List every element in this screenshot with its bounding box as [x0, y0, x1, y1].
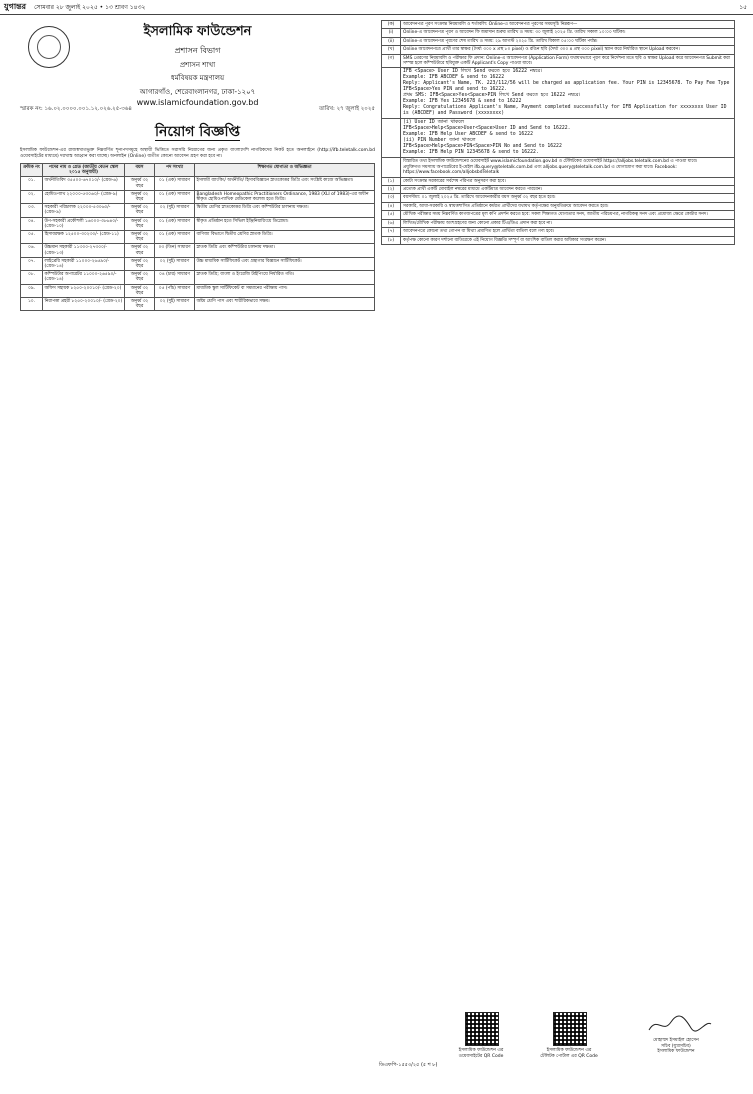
cell-age: অনূর্ধ্ব ৩২ বছর [125, 244, 155, 257]
contact-info: প্রযুক্তিগত সমস্যায় অপারেটরের ই-মেইল ifb.query@teletalk.com.bd এবং alljobs.query@teletalk.com.bd এ যোগাযোগ করা যাবে। Facebook: https://www.facebook.com/alljobsbdTeletalk [403, 164, 677, 176]
list-item [382, 54, 735, 68]
cell-serial: ০৮. [21, 271, 43, 284]
notice-footer [381, 1010, 735, 1080]
item-number: (৬) [382, 219, 401, 227]
cell-age: অনূর্ধ্ব ৩২ বছর [125, 298, 155, 311]
cell-qualification: স্বীকৃত প্রতিষ্ঠান হতে সিভিল ইঞ্জিনিয়ারিংয়ে ডিপ্লোমা। [195, 217, 375, 230]
cell-qualification: অষ্টম শ্রেণি পাস এবং শারীরিকভাবে সক্ষম। [195, 298, 375, 311]
item-number: (গ) [382, 54, 401, 68]
notice-header [20, 22, 375, 107]
cell-age: অনূর্ধ্ব ৩২ বছর [125, 284, 155, 297]
masthead [0, 0, 753, 15]
website-info: বিস্তারিত তথ্য ইসলামিক ফাউন্ডেশনের ওয়েবসাইট www.islamicfoundation.gov.bd ও টেলিটকের ওয়েবসাইট https://alljobs.teletalk.com.bd এ পাওয়া যাবে। [403, 159, 698, 165]
cell-age: অনূর্ধ্ব ৩২ বছর [125, 177, 155, 190]
cell-count: ০১ (এক) সাধারণ [155, 217, 195, 230]
cell-post: অফিস সহায়ক ৮২৫০-২০০১০/- (গ্রেড-২০) [43, 284, 125, 297]
dfp-code: ডিএফপি-১৫৫৩/২৫ (৫ শ ৮) [379, 1062, 438, 1068]
item-number: (৩) [382, 194, 401, 202]
cell-qualification: উচ্চ মাধ্যমিক সার্টিফিকেট এবং গ্রন্থাগার বিজ্ঞানে সার্টিফিকেট। [195, 257, 375, 270]
table-row [21, 298, 375, 311]
cell-count: ০২ (দুই) সাধারণ [155, 257, 195, 270]
list-item [382, 21, 735, 29]
list-item [382, 46, 735, 54]
table-header-row [21, 164, 375, 177]
sms-line: Reply: Congratulations Applicant's Name, Payment completed successfully for IFB Application for xxxxxxxx User ID is (ABCDEF) and Password (xxxxxxxx) [403, 105, 727, 117]
table-row [21, 190, 375, 203]
cell-post: হিসাবরক্ষক ১২৫০০-৩০২৩০/- (গ্রেড-১১) [43, 231, 125, 244]
table-row [21, 244, 375, 257]
cell-serial: ০৩. [21, 204, 43, 217]
sms-line: IFB <Space> User ID লিখে Send করতে হবে 16222 নম্বরে। [403, 69, 542, 75]
list-item [382, 68, 735, 119]
list-item [382, 219, 735, 227]
notice-date: তারিখ: ২৭ জুলাই ২০২৫ [319, 106, 375, 112]
left-column [20, 20, 375, 311]
item-text: আবেদনপত্রে কোনো তথ্য গোপন বা মিথ্যা প্রমাণিত হলে প্রার্থিতা বাতিল বলে গণ্য হবে। [401, 228, 735, 236]
cell-count: ০১ (এক) সাধারণ [155, 231, 195, 244]
cell-serial: ০৯. [21, 284, 43, 297]
item-text: Online-এ আবেদনপত্র পূরণের শেষ তারিখ ও সময়: ২৯ আগস্ট ২০২৫ খ্রি. তারিখ বিকাল ০৫:০০ ঘটিকা পর্যন্ত। [401, 37, 735, 45]
col-age: বয়স [125, 164, 155, 177]
item-number: (৪) [382, 202, 401, 210]
cell-count: ০৩ (তিন) সাধারণ [155, 244, 195, 257]
item-text: লিখিত/মৌখিক পরীক্ষায় অংশগ্রহণের জন্য কোনো প্রকার টিএ/ডিএ প্রদান করা হবে না। [401, 219, 735, 227]
cell-age: অনূর্ধ্ব ৩২ বছর [125, 257, 155, 270]
cell-qualification: স্নাতক ডিগ্রি এবং কম্পিউটার চালনায় দক্ষতা। [195, 244, 375, 257]
help-line: (ii) PIN Number জানা থাকলে [403, 138, 476, 144]
signatory-name: মোহাম্মদ ইসমাইল হোসেন [653, 1038, 699, 1043]
cell-qualification: বাণিজ্য বিভাগে দ্বিতীয় শ্রেণির স্নাতক ডিগ্রি। [195, 231, 375, 244]
help-line: Example: IFB Help User ABCDEF & send to 16222 [403, 132, 533, 138]
item-number: (খ) [382, 46, 401, 54]
cell-age: অনূর্ধ্ব ৩২ বছর [125, 217, 155, 230]
signatory-block [631, 1038, 721, 1055]
cell-age: অনূর্ধ্ব ৩২ বছর [125, 190, 155, 203]
cell-qualification: ইসলামী ব্যাংকিং/ অর্থনীতি/ হিসাববিজ্ঞানে স্নাতকোত্তর ডিগ্রি এবং সংশ্লিষ্ট কাজে অভিজ্ঞতা। [195, 177, 375, 190]
cell-count: ০২ (দুই) সাধারণ [155, 204, 195, 217]
cell-serial: ০১. [21, 177, 43, 190]
help-line: Example: IFB Help PIN 12345678 & send to 16222. [403, 150, 539, 156]
list-item [382, 177, 735, 185]
table-row [21, 177, 375, 190]
cell-count: ০১ (এক) সাধারণ [155, 190, 195, 203]
cell-serial: ১০. [21, 298, 43, 311]
sms-line: Example: IFB ABCDEF & send to 16222 [403, 75, 505, 81]
item-text: Online আবেদনপত্রে প্রার্থী তার স্বাক্ষর (দৈর্ঘ্য ৩০০ x প্রস্থ ৮০ pixel) ও রঙিন ছবি (দৈর্ঘ্য ৩০০ x প্রস্থ ৩০০ pixel) স্ক্যান করে নির্ধারিত স্থানে Upload করবেন। [401, 46, 735, 54]
cell-count: ০২ (দুই) সাধারণ [155, 298, 195, 311]
list-item [382, 186, 735, 194]
list-item [382, 119, 735, 158]
org-website: www.islamicfoundation.gov.bd [136, 98, 259, 107]
item-text: কোটা সংক্রান্ত সরকারের সর্বশেষ পরিপত্র অনুসরণ করা হবে। [401, 177, 735, 185]
instructions-body [382, 21, 735, 68]
item-text: SMS প্রেরণের নিয়মাবলি ও পরীক্ষার ফি প্রদান: Online-এ আবেদনপত্র (Application Form) যথাযথভাবে পূরণ করে নির্দেশনা মতে ছবি ও স্বাক্ষর Upload করে আবেদনপত্র Submit করা সম্পন্ন হলে কম্পিউটারে ছবিযুক্ত একটি Applicant's Copy পাওয়া যাবে। [401, 54, 735, 68]
cell-post: হোমিওপ্যাথ ২২০০০-৫৩০৬০/- (গ্রেড-৯) [43, 190, 125, 203]
item-number: (২) [382, 186, 401, 194]
reference-row [20, 106, 375, 114]
cell-post: উপ-সহকারী প্রকৌশলী ১৬০০০-৩৮৬৪০/- (গ্রেড-১০) [43, 217, 125, 230]
cell-count: ০৪ (চার) সাধারণ [155, 271, 195, 284]
cell-post: উচ্চমান সহকারী ১১৩০০-২৭৩০০/- (গ্রেড-১৩) [43, 244, 125, 257]
table-row [21, 257, 375, 270]
org-address: আগারগাঁও, শেরেবাংলানগর, ঢাকা-১২০৭ [139, 88, 256, 96]
notice-title: নিয়োগ বিজ্ঞপ্তি [154, 124, 241, 140]
col-count: পদ সংখ্যা [155, 164, 195, 177]
item-text: আবেদনপত্র পূরণ সংক্রান্ত নিয়মাবলি ও শর্তাবলি: Online-এ আবেদনপত্র পূরণের সময়সূচি নিম্নরূপ— [401, 21, 735, 29]
table-row [21, 217, 375, 230]
masthead-date: সোমবার ২৮ জুলাই ২০২৫ • ১৩ শ্রাবণ ১৪৩২ [34, 3, 146, 11]
reference-number: স্মারক নং: ১৬.০২.০০০০.০০১.১২.০২৬.২৫-৩৬৪ [20, 106, 132, 112]
cell-count: ০৫ (পাঁচ) সাধারণ [155, 284, 195, 297]
item-number: (ক) [382, 21, 401, 29]
item-number: (৭) [382, 228, 401, 236]
ministry-name: ধর্মবিষয়ক মন্ত্রণালয় [170, 74, 225, 82]
item-text: বয়সসীমা: ০১ জুলাই ২০২৫ খ্রি. তারিখে আবেদনকারীর বয়স অনূর্ধ্ব ৩২ বছর হতে হবে। [401, 194, 735, 202]
sms-line: প্রথম SMS: IFB<Space>Yes<Space>PIN লিখে Send করতে হবে 16222 নম্বরে। [403, 93, 581, 99]
item-number: (৮) [382, 236, 401, 244]
cell-qualification: মাধ্যমিক স্কুল সার্টিফিকেট বা সমমানের পরীক্ষায় পাস। [195, 284, 375, 297]
list-item [382, 211, 735, 219]
right-column [381, 20, 735, 245]
table-row [21, 204, 375, 217]
page-number: ১৫ [739, 3, 747, 11]
qr-code-teletalk-icon [553, 1012, 587, 1046]
dept-name: প্রশাসন বিভাগ [174, 46, 221, 55]
item-number: (১) [382, 177, 401, 185]
cell-post: সহকারী পরিচালক ২২০০০-৫৩০৬০/- (গ্রেড-৯) [43, 204, 125, 217]
cell-post: অর্থনীতিবিদ ৩৫৫০০-৬৭০১০/- (গ্রেড-৬) [43, 177, 125, 190]
table-row [21, 284, 375, 297]
list-item [382, 194, 735, 202]
cell-count: ০১ (এক) সাধারণ [155, 177, 195, 190]
help-line: (i) User ID জানা থাকলে [403, 120, 464, 126]
qr-label-website: ইসলামিক ফাউন্ডেশন এর ওয়েবসাইটের QR Code [458, 1048, 504, 1059]
item-number: (ii) [382, 37, 401, 45]
table-row [21, 271, 375, 284]
table-row [21, 231, 375, 244]
item-number: (i) [382, 29, 401, 37]
emblem-icon [28, 26, 70, 68]
list-item [382, 29, 735, 37]
cell-post: নিরাপত্তা প্রহরী ৮২৫০-২০০১০/- (গ্রেড-২০) [43, 298, 125, 311]
item-text: সরকারি, আধা-সরকারি ও স্বায়ত্তশাসিত প্রতিষ্ঠানে কর্মরত প্রার্থীদের যথাযথ কর্তৃপক্ষের অনুমতিক্রমে আবেদন করতে হবে। [401, 202, 735, 210]
list-item [382, 236, 735, 244]
posts-table [20, 163, 375, 311]
cell-post: কম্পিউটার অপারেটর ১১০০০-২৬৫৯০/- (গ্রেড-১৪) [43, 271, 125, 284]
cell-serial: ০২. [21, 190, 43, 203]
list-item [382, 37, 735, 45]
cell-serial: ০৭. [21, 257, 43, 270]
item-number: (৫) [382, 211, 401, 219]
col-serial: ক্রমিক নং [21, 164, 43, 177]
notice-intro: ইসলামিক ফাউন্ডেশন-এর রাজস্বখাতভুক্ত নিম্নবর্ণিত শূন্যপদসমূহে অস্থায়ী ভিত্তিতে সরাসরি নিয়োগের জন্য প্রকৃত বাংলাদেশি নাগরিকদের নিকট হতে অনলাইনে (http://ifb.teletalk.com.bd ওয়েবসাইটের মাধ্যমে) দরখাস্ত আহ্বান করা যাচ্ছে। অনলাইন (Online) ব্যতীত কোনো আবেদন গ্রহণ করা হবে না। [20, 148, 375, 159]
newspaper-logo: যুগান্তর [4, 0, 27, 11]
list-item [382, 228, 735, 236]
signatory-title: সচিব (যুগ্মসচিব) [661, 1043, 691, 1049]
item-text: কর্তৃপক্ষ কোনো কারণ দর্শানো ব্যতিরেকে এই নিয়োগ বিজ্ঞপ্তি সম্পূর্ণ বা আংশিক বাতিল করার অধিকার সংরক্ষণ করেন। [401, 236, 735, 244]
sms-line: Example: IFB Yes 12345678 & send to 16222 [403, 99, 522, 105]
instructions-table [381, 20, 735, 245]
org-name: ইসলামিক ফাউন্ডেশন [143, 24, 252, 39]
signature-icon [645, 1012, 715, 1036]
conditions-body [382, 177, 735, 244]
cell-qualification: দ্বিতীয় শ্রেণির স্নাতকোত্তর ডিগ্রি এবং কম্পিউটার চালনায় দক্ষতা। [195, 204, 375, 217]
cell-qualification: স্নাতক ডিগ্রি; বাংলা ও ইংরেজি টাইপিংয়ে নির্ধারিত গতি। [195, 271, 375, 284]
qr-label-teletalk: ইসলামিক ফাউন্ডেশন এর টেলিটক পোর্টাল এর QR Code [540, 1048, 598, 1059]
col-qualification: শিক্ষাগত যোগ্যতা ও অভিজ্ঞতা [195, 164, 375, 177]
item-text: প্রত্যেক প্রার্থী একটি মোবাইল নম্বরের মাধ্যমে একটিমাত্র আবেদন করতে পারবেন। [401, 186, 735, 194]
list-item [382, 202, 735, 210]
list-item [382, 158, 735, 177]
item-text: Online-এ আবেদনপত্র পূরণ ও আবেদন ফি জমাদান শুরুর তারিখ ও সময়: ৩০ জুলাই ২০২৫ খ্রি. তারিখ সকাল ১০:০০ ঘটিকা। [401, 29, 735, 37]
cell-qualification: Bangladesh Homeopathic Practitioners Ordinance, 1983 (XLI of 1983)-এর অধীন স্বীকৃত হোমিওপ্যাথিক মেডিকেল কলেজ হতে ডিগ্রি। [195, 190, 375, 203]
cell-serial: ০৬. [21, 244, 43, 257]
sms-line: Reply: Applicant's Name, TK. 223/112/56 will be charged as application fee. Your PIN is 12345678. To Pay Fee Type IFB<Space>Yes PIN and send to 16222. [403, 81, 730, 93]
help-line: IFB<Space>Help<Space>PIN<Space>PIN No and Send to 16222 [403, 144, 562, 150]
item-text: মৌখিক পরীক্ষার সময় নিম্নবর্ণিত কাগজপত্রের মূল কপি প্রদর্শন করতে হবে: সকল শিক্ষাগত যোগ্যতার সনদ, জাতীয় পরিচয়পত্র, নাগরিকত্ব সনদ এবং প্রযোজ্য ক্ষেত্রে কোটার সনদ। [401, 211, 735, 219]
signatory-org: ইসলামিক ফাউন্ডেশন [657, 1049, 695, 1054]
cell-age: অনূর্ধ্ব ৩২ বছর [125, 204, 155, 217]
cell-age: অনূর্ধ্ব ৩২ বছর [125, 231, 155, 244]
section-name: প্রশাসন শাখা [179, 61, 216, 69]
col-post: পদের নাম ও গ্রেড (জাতীয় বেতন স্কেল ২০১৫ অনুযায়ী) [43, 164, 125, 177]
qr-code-website-icon [465, 1012, 499, 1046]
help-line: IFB<Space>Help<Space>User<Space>User ID and Send to 16222. [403, 126, 571, 132]
cell-serial: ০৫. [21, 231, 43, 244]
posts-table-body [21, 177, 375, 311]
cell-post: লাইব্রেরি সহকারী ১১০০০-২৬৫৯০/- (গ্রেড-১৪) [43, 257, 125, 270]
sms-section [382, 68, 735, 177]
cell-serial: ০৪. [21, 217, 43, 230]
cell-age: অনূর্ধ্ব ৩২ বছর [125, 271, 155, 284]
